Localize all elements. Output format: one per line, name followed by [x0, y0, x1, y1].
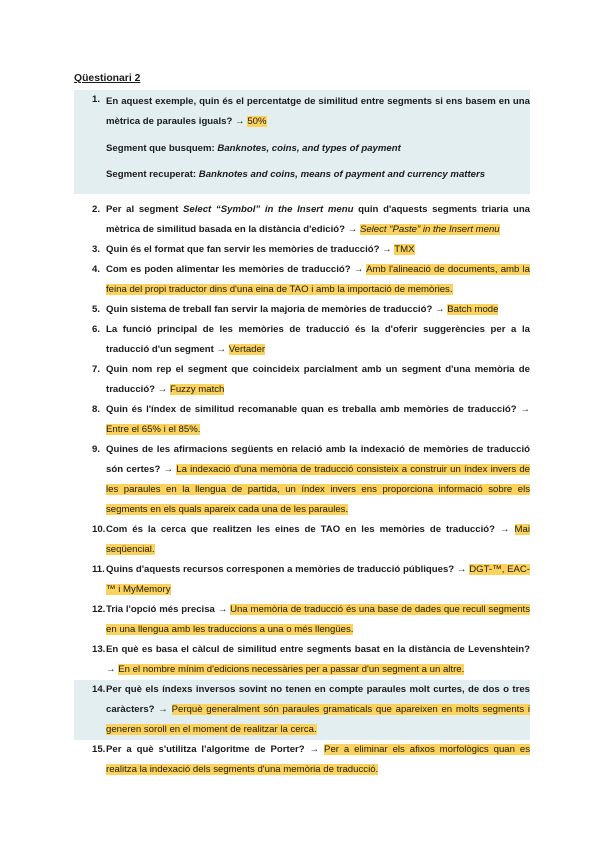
question-text: Quin sistema de treball fan servir la majoria de memòries de traducció? →: [106, 304, 445, 315]
question-4: [74, 260, 530, 300]
example-label: Segment que busquem:: [106, 143, 215, 154]
example-searched-segment: [106, 136, 530, 162]
question-text-italic: Select “Symbol” in the Insert menu: [182, 204, 354, 215]
question-text: En aquest exemple, quin és el percentatge de similitud entre segments si ens basem en una mètrica de paraules iguals? →: [106, 96, 530, 127]
answer-highlight: Select “Paste” in the Insert menu: [359, 224, 500, 235]
question-text: Per al segment: [106, 204, 179, 215]
question-15: [74, 740, 530, 780]
question-14: [74, 680, 530, 740]
answer-highlight: Fuzzy match: [169, 384, 225, 395]
answer-highlight: Vertader: [228, 344, 266, 355]
question-text: Quins d'aquests recursos corresponen a memòries de traducció públiques? →: [106, 564, 467, 575]
question-number: 6.: [92, 324, 101, 335]
question-number: 13.: [92, 644, 106, 655]
question-text: Tria l'opció més precisa →: [106, 604, 228, 615]
example-value: Banknotes and coins, means of payment and currency matters: [198, 169, 486, 180]
question-text: Quin és el format que fan servir les memòries de traducció? →: [106, 244, 392, 255]
question-text: Per què els índexs inversos sovint no tenen en compte paraules molt curtes, de dos o tres caràcters? →: [106, 684, 530, 715]
question-number: 5.: [92, 304, 101, 315]
example-label: Segment recuperat:: [106, 169, 197, 180]
example-segments: [74, 134, 530, 194]
question-2: [74, 200, 530, 240]
question-text: quin d'aquests segments triaria una mètrica de similitud basada en la distància d'edició? →: [106, 204, 531, 235]
document-title: Qüestionari 2: [74, 73, 141, 84]
question-13: [74, 640, 530, 680]
question-number: 8.: [92, 404, 101, 415]
question-number: 11.: [92, 564, 105, 575]
answer-highlight: 50%: [247, 116, 267, 127]
question-number: 7.: [92, 364, 101, 375]
question-text: Quines de les afirmacions següents en relació amb la indexació de memòries de traducció són certes? →: [106, 444, 530, 475]
question-text: En què es basa el càlcul de similitud entre segments basat en la distància de Levenshtein? →: [106, 644, 530, 675]
question-text: Quin és l'índex de similitud recomanable quan es treballa amb memòries de traducció? →: [106, 404, 530, 415]
question-number: 15.: [92, 744, 106, 755]
question-text: Com és la cerca que realitzen les eines de TAO en les memòries de traducció? →: [106, 524, 510, 535]
answer-highlight: Una memòria de traducció és una base de dades que recull segments en una llengua amb les traduccions a una o més llengües.: [106, 604, 530, 635]
answer-highlight: Perquè generalment són paraules gramaticals que apareixen en molts segments i generen soroll en el moment de realitzar la cerca.: [106, 704, 530, 735]
answer-highlight: Per a eliminar els afixos morfològics quan es realitza la indexació dels segments d'una memòria de traducció.: [106, 744, 530, 775]
answer-highlight: DGT-™, EAC-™ i MyMemory: [106, 564, 530, 595]
question-text: Com es poden alimentar les memòries de traducció? →: [106, 264, 364, 275]
question-1-block: [74, 90, 530, 194]
answer-highlight: TMX: [394, 244, 415, 255]
question-3: [74, 240, 530, 260]
question-9: [74, 440, 530, 520]
question-number: 14.: [92, 684, 106, 695]
answer-highlight: Mai seqüencial.: [106, 524, 530, 555]
answer-highlight: La indexació d'una memòria de traducció consisteix a construir un índex invers de les paraules en la llengua de partida, un índex invers ens proporciona informació sobre els segments en els quals apareix cada una de les paraules.: [106, 464, 530, 515]
question-6: [74, 320, 530, 360]
question-number: 10.: [92, 524, 106, 535]
question-5: [74, 300, 530, 320]
question-text: La funció principal de les memòries de traducció és la d'oferir suggerències per a la traducció d'un segment →: [106, 324, 530, 355]
question-number: 1.: [92, 94, 101, 105]
question-12: [74, 600, 530, 640]
example-value: Banknotes, coins, and types of payment: [217, 143, 401, 154]
answer-highlight: En el nombre mínim d'edicions necessàries per a passar d'un segment a un altre.: [118, 664, 465, 675]
answer-highlight: Batch mode: [447, 304, 499, 315]
question-number: 4.: [92, 264, 101, 275]
question-8: [74, 400, 530, 440]
question-text: Per a què s'utilitza l'algoritme de Porter? →: [106, 744, 320, 755]
question-7: [74, 360, 530, 400]
question-11: [74, 560, 530, 600]
question-number: 12.: [92, 604, 106, 615]
question-1: [74, 90, 530, 134]
answer-highlight: Amb l'alineació de documents, amb la feina del propi traductor dins d'una eina de TAO i amb la importació de memòries.: [106, 264, 531, 295]
question-number: 2.: [92, 204, 101, 215]
question-text: Quin nom rep el segment que coincideix parcialment amb un segment d'una memòria de traducció? →: [106, 364, 530, 395]
question-10: [74, 520, 530, 560]
question-number: 9.: [92, 444, 101, 455]
question-number: 3.: [92, 244, 101, 255]
example-retrieved-segment: [106, 162, 530, 188]
question-list: [74, 90, 530, 780]
answer-highlight: Entre el 65% i el 85%.: [106, 424, 201, 435]
